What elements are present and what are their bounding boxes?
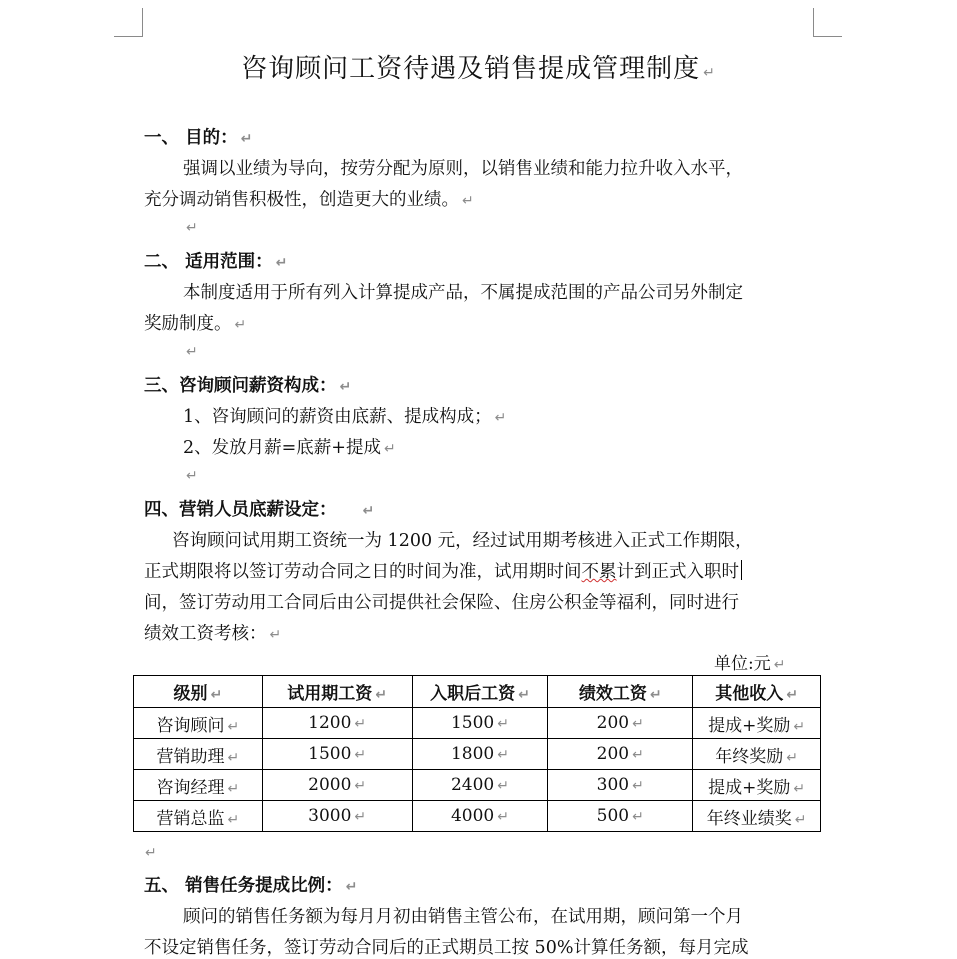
table-header-cell: 试用期工资 ↵ [262,676,412,708]
body-text: 奖励制度。 ↵ [144,314,247,334]
body-text: 顾问的销售任务额为每月月初由销售主管公布，在试用期，顾问第一个月 [183,907,743,927]
body-text: 绩效工资考核： ↵ [144,624,282,644]
table-header-cell: 其他收入 ↵ [693,676,821,708]
table-cell: 3000 ↵ [262,801,412,832]
body-text: 强调以业绩为导向，按劳分配为原则，以销售业绩和能力拉升收入水平， [183,159,743,179]
page-corner-top-left [114,8,143,37]
table-cell: 2000 ↵ [262,770,412,801]
table-cell: 300 ↵ [548,770,693,801]
cell-mark: ↵ [632,778,644,794]
table-cell: 1500 ↵ [412,708,548,739]
table-cell: 咨询顾问 ↵ [134,708,263,739]
paragraph-mark: ↵ [703,65,716,81]
table-cell: 提成+奖励 ↵ [693,708,821,739]
paragraph-mark: ↵ [462,193,474,209]
salary-table [133,675,821,832]
cell-mark: ↵ [497,747,509,763]
cell-mark: ↵ [227,749,240,766]
table-cell: 营销助理 ↵ [134,739,263,770]
table-cell: 提成+奖励 ↵ [693,770,821,801]
body-text: 咨询顾问试用期工资统一为 1200 元，经过试用期考核进入正式工作期限， [172,531,753,551]
cell-mark: ↵ [793,780,806,797]
page-corner-top-right [813,8,842,37]
table-header-cell: 入职后工资 ↵ [412,676,548,708]
table-cell: 咨询经理 ↵ [134,770,263,801]
cell-mark: ↵ [786,687,798,703]
list-item: 1、咨询顾问的薪资由底薪、提成构成； ↵ [183,407,507,427]
empty-paragraph [183,341,198,361]
table-cell: 1200 ↵ [262,708,412,739]
list-item: 2、发放月薪=底薪+提成 ↵ [183,438,396,458]
table-cell: 年终业绩奖 ↵ [693,801,821,832]
paragraph-mark: ↵ [186,220,198,236]
table-cell: 营销总监 ↵ [134,801,263,832]
table-header-cell: 绩效工资 ↵ [548,676,693,708]
document-title: 咨询顾问工资待遇及销售提成管理制度 ↵ [241,54,716,84]
unit-label: 单位:元 ↵ [714,654,786,674]
table-cell: 1500 ↵ [262,739,412,770]
body-text: 正式期限将以签订劳动合同之日的时间为准，试用期时间不累计到正式入职时 [144,558,742,583]
body-text: 间，签订劳动用工合同后由公司提供社会保险、住房公积金等福利，同时进行 [144,593,739,613]
body-text: 不设定销售任务，签订劳动合同后的正式期员工按 50%计算任务额，每月完成 [144,938,749,958]
cell-mark: ↵ [794,811,807,828]
cell-mark: ↵ [632,747,644,763]
paragraph-mark: ↵ [275,255,288,271]
table-header-cell: 级别 ↵ [134,676,263,708]
table-cell: 年终奖励 ↵ [693,739,821,770]
paragraph-mark: ↵ [345,879,358,895]
paragraph-mark: ↵ [339,379,352,395]
cell-mark: ↵ [375,687,388,703]
paragraph-mark: ↵ [773,657,786,673]
section-heading-3: 三、咨询顾问薪资构成： ↵ [144,376,352,396]
paragraph-mark: ↵ [145,845,157,861]
table-cell: 1800 ↵ [412,739,548,770]
cell-mark: ↵ [649,687,662,703]
table-cell: 2400 ↵ [412,770,548,801]
table-row [134,770,821,801]
paragraph-mark: ↵ [234,317,247,333]
table-cell: 200 ↵ [548,739,693,770]
cell-mark: ↵ [227,811,240,828]
table-cell: 200 ↵ [548,708,693,739]
table-cell: 4000 ↵ [412,801,548,832]
section-heading-4: 四、营销人员底薪设定： ↵ [144,500,375,520]
cell-mark: ↵ [518,687,530,703]
body-text: 本制度适用于所有列入计算提成产品，不属提成范围的产品公司另外制定 [183,283,743,303]
cell-mark: ↵ [497,716,509,732]
paragraph-mark: ↵ [186,468,198,484]
cell-mark: ↵ [354,747,367,763]
section-heading-2: 二、 适用范围： ↵ [144,252,288,272]
empty-paragraph [183,217,198,237]
cell-mark: ↵ [354,716,367,732]
cell-mark: ↵ [786,749,798,766]
cell-mark: ↵ [632,809,644,825]
spellcheck-underline: 不累 [581,562,617,582]
text-cursor [741,560,742,580]
empty-paragraph [142,842,157,861]
cell-mark: ↵ [793,718,806,735]
cell-mark: ↵ [497,778,509,794]
empty-paragraph [183,465,198,485]
section-heading-1: 一、 目的： ↵ [144,128,253,148]
paragraph-mark: ↵ [269,627,282,643]
cell-mark: ↵ [354,778,367,794]
cell-mark: ↵ [632,716,644,732]
paragraph-mark: ↵ [362,503,375,519]
cell-mark: ↵ [227,780,240,797]
table-cell: 500 ↵ [548,801,693,832]
table-row [134,708,821,739]
table-row [134,739,821,770]
cell-mark: ↵ [210,687,223,703]
section-heading-5: 五、 销售任务提成比例： ↵ [144,876,358,896]
paragraph-mark: ↵ [494,410,507,426]
paragraph-mark: ↵ [186,344,198,360]
paragraph-mark: ↵ [383,441,396,457]
body-text: 充分调动销售积极性，创造更大的业绩。 ↵ [144,190,474,210]
cell-mark: ↵ [354,809,367,825]
paragraph-mark: ↵ [240,131,253,147]
table-header-row [134,676,821,708]
cell-mark: ↵ [497,809,509,825]
cell-mark: ↵ [227,718,240,735]
table-row [134,801,821,832]
